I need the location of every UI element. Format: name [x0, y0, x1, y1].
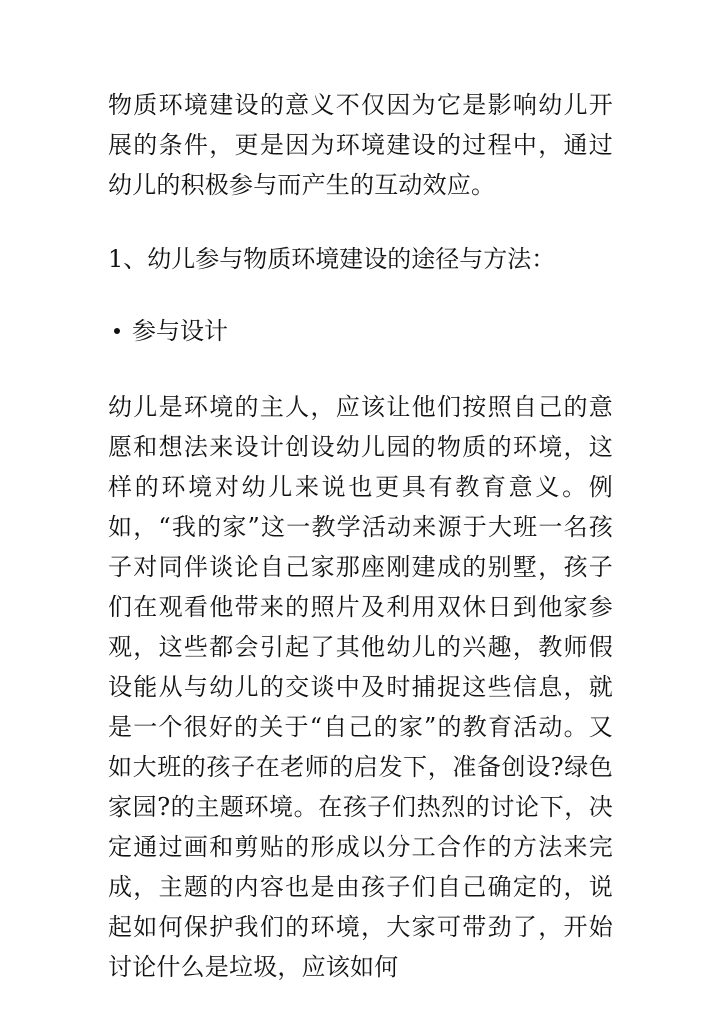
body-paragraph: 幼儿是环境的主人，应该让他们按照自己的意愿和想法来设计创设幼儿园的物质的环境，这样的环境对幼儿来说也更具有教育意义。例如，“我的家”这一教学活动来源于大班一名孩子对同伴谈论自己家那座刚建成的别墅，孩子们在观看他带来的照片及利用双休日到他家参观，这些都会引起了其他幼儿的兴趣，教师假设能从与幼儿的交谈中及时捕捉这些信息，就是一个很好的关于“自己的家”的教育活动。又如大班的孩子在老师的启发下，准备创设?绿色家园?的主题环境。在孩子们热烈的讨论下，决定通过画和剪贴的形成以分工合作的方法来完成，主题的内容也是由孩子们自己确定的，说起如何保护我们的环境，大家可带劲了，开始讨论什么是垃圾，应该如何 — [108, 393, 613, 981]
document-page — [108, 85, 613, 981]
bullet-list-item — [108, 311, 228, 351]
intro-paragraph: 物质环境建设的意义不仅因为它是影响幼儿开展的条件，更是因为环境建设的过程中，通过幼儿的积极参与而产生的互动效应。 — [108, 91, 613, 199]
bullet-dot-icon — [114, 328, 120, 334]
section-heading: 1、幼儿参与物质环境建设的途径与方法： — [108, 245, 556, 273]
bullet-item-label: 参与设计 — [132, 317, 228, 345]
